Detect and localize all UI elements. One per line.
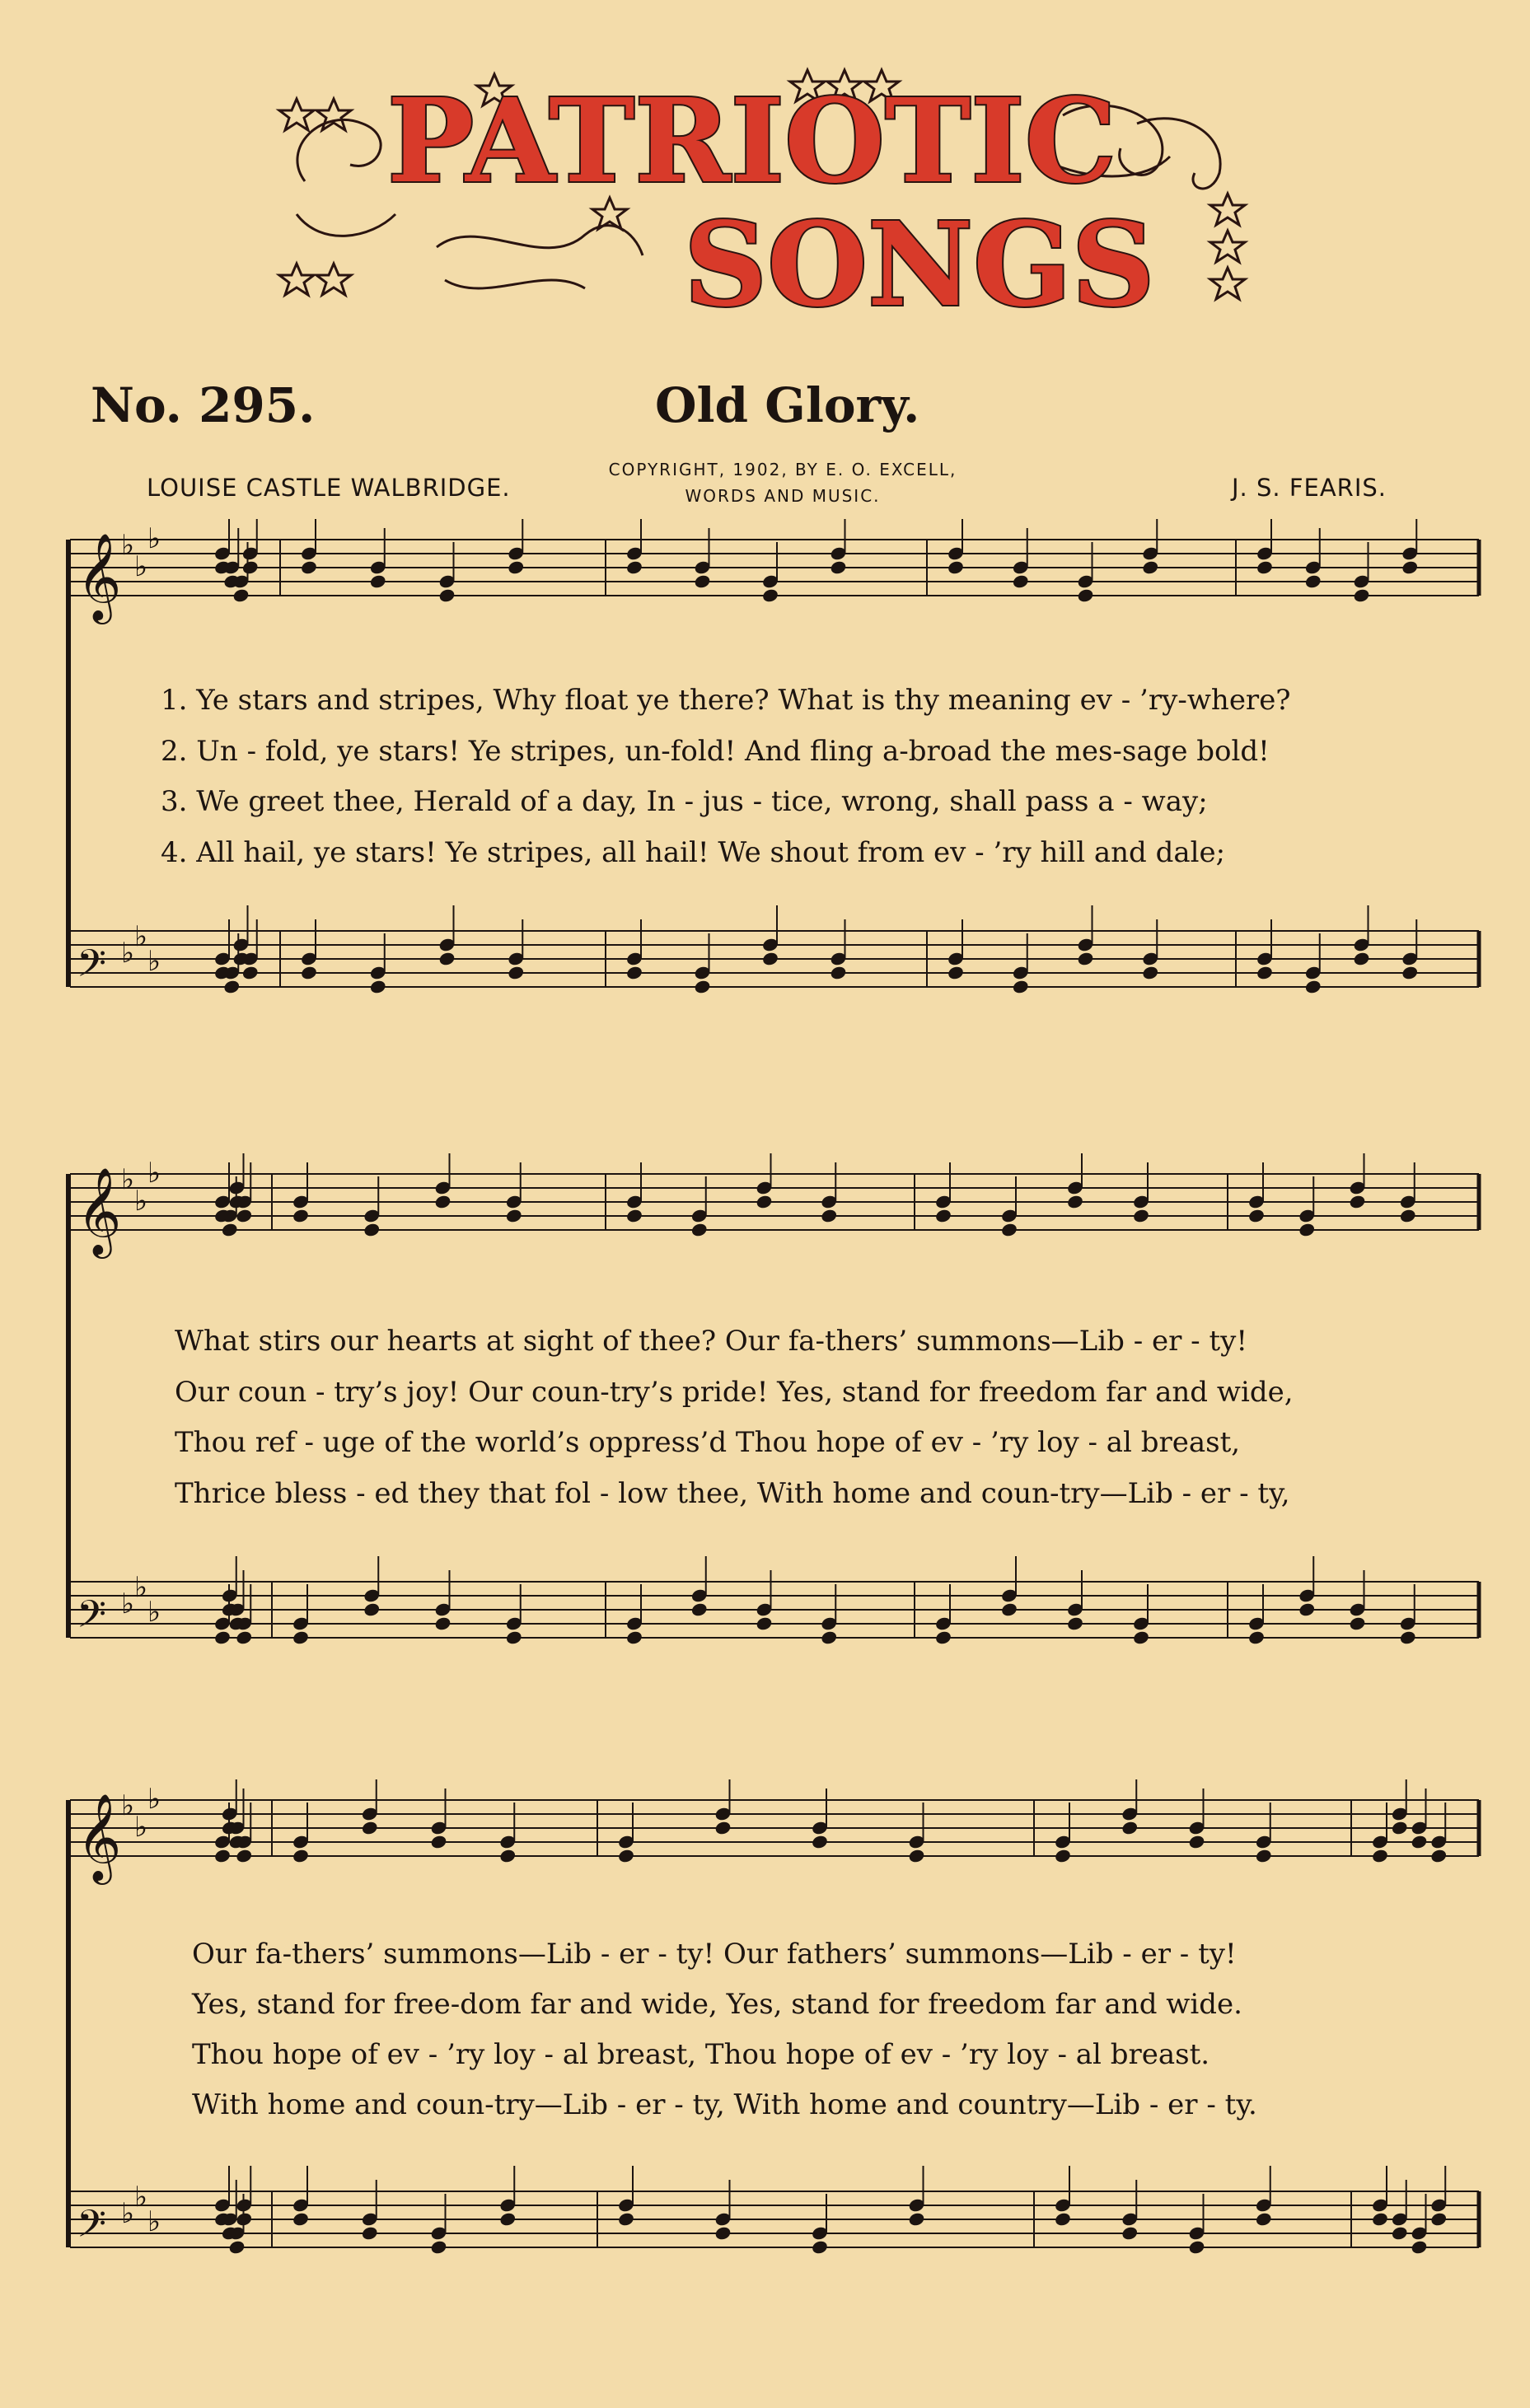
note-head bbox=[1298, 1222, 1316, 1237]
note-head bbox=[1054, 2211, 1072, 2227]
flat-icon: ♭ bbox=[134, 550, 148, 583]
note-head bbox=[1066, 1194, 1084, 1209]
song-number: No. 295. bbox=[91, 377, 316, 433]
note-head bbox=[241, 559, 260, 575]
note-head bbox=[505, 1208, 523, 1223]
note-head bbox=[1141, 965, 1159, 980]
note-head bbox=[1399, 1629, 1417, 1645]
lyric-verse-3: Thou hope of ev - ’ry loy - al breast, Thou hope of ev - ’ry loy - al breast. bbox=[192, 2038, 1210, 2071]
note-head bbox=[235, 1629, 253, 1645]
note-head bbox=[1066, 1615, 1084, 1631]
note-head bbox=[1411, 2239, 1429, 2255]
note-head bbox=[1429, 1848, 1448, 1863]
note-head bbox=[625, 965, 643, 980]
note-head bbox=[369, 979, 387, 994]
note-head bbox=[1141, 559, 1159, 575]
lyric-verse-3: 3. We greet thee, Herald of a day, In - jus - tice, wrong, shall pass a - way; bbox=[161, 785, 1208, 818]
note-head bbox=[690, 1222, 709, 1237]
note-head bbox=[1255, 1848, 1273, 1863]
note-head bbox=[241, 965, 260, 980]
note-head bbox=[1012, 979, 1030, 994]
note-head bbox=[1188, 1834, 1206, 1849]
note-head bbox=[221, 1222, 239, 1237]
note-head bbox=[434, 1615, 452, 1631]
flat-icon: ♭ bbox=[134, 1185, 148, 1218]
note-head bbox=[228, 2239, 246, 2255]
music-notation bbox=[0, 519, 1530, 1030]
note-head bbox=[625, 1208, 643, 1223]
note-head bbox=[1349, 1615, 1367, 1631]
lyric-verse-1: Our fa-thers’ summons—Lib - er - ty! Our fathers’ summons—Lib - er - ty! bbox=[192, 1938, 1237, 1971]
note-head bbox=[1247, 1629, 1266, 1645]
note-head bbox=[292, 2211, 310, 2227]
music-system-2 bbox=[0, 1153, 1530, 1681]
note-head bbox=[761, 951, 779, 966]
note-head bbox=[1255, 2211, 1273, 2227]
flat-icon: ♭ bbox=[121, 529, 135, 562]
flat-icon: ♭ bbox=[147, 522, 161, 555]
note-head bbox=[1298, 1601, 1316, 1617]
note-head bbox=[947, 559, 965, 575]
flat-icon: ♭ bbox=[147, 1596, 161, 1629]
note-head bbox=[908, 2211, 926, 2227]
note-head bbox=[292, 1848, 310, 1863]
note-head bbox=[498, 2211, 517, 2227]
banner-word-songs: SONGS bbox=[684, 198, 1155, 333]
note-head bbox=[235, 1848, 253, 1863]
flat-icon: ♭ bbox=[147, 2205, 161, 2238]
note-head bbox=[714, 1820, 732, 1835]
note-head bbox=[363, 1601, 381, 1617]
lyric-verse-1: 1. Ye stars and stripes, Why float ye there? What is thy meaning ev - ’ry-where? bbox=[161, 684, 1291, 717]
note-head bbox=[430, 1834, 448, 1849]
note-head bbox=[617, 1848, 635, 1863]
lyric-verse-4: With home and coun-try—Lib - er - ty, With home and country—Lib - er - ty. bbox=[192, 2088, 1257, 2121]
flat-icon: ♭ bbox=[147, 945, 161, 978]
note-head bbox=[617, 2211, 635, 2227]
note-head bbox=[1391, 2225, 1409, 2241]
note-head bbox=[934, 1208, 952, 1223]
note-head bbox=[1429, 2211, 1448, 2227]
note-head bbox=[1132, 1629, 1150, 1645]
note-head bbox=[438, 951, 456, 966]
note-head bbox=[361, 1820, 379, 1835]
note-head bbox=[507, 559, 525, 575]
note-head bbox=[505, 1629, 523, 1645]
flat-icon: ♭ bbox=[134, 920, 148, 953]
note-head bbox=[1132, 1208, 1150, 1223]
note-head bbox=[232, 587, 250, 603]
note-head bbox=[1353, 951, 1371, 966]
note-head bbox=[1012, 573, 1030, 589]
note-head bbox=[300, 965, 318, 980]
note-head bbox=[625, 1629, 643, 1645]
note-head bbox=[761, 587, 779, 603]
note-head bbox=[756, 1194, 774, 1209]
note-head bbox=[1000, 1601, 1018, 1617]
composer-credit: J. S. FEARIS. bbox=[1232, 474, 1387, 502]
lyric-verse-3: Thou ref - uge of the world’s oppress’d Thou hope of ev - ’ry loy - al breast, bbox=[175, 1426, 1241, 1459]
note-head bbox=[1371, 2211, 1389, 2227]
note-head bbox=[434, 1194, 452, 1209]
music-system-1 bbox=[0, 519, 1530, 1030]
flat-icon: ♭ bbox=[121, 1587, 135, 1620]
note-head bbox=[363, 1222, 381, 1237]
patriotic-songs-banner bbox=[272, 58, 1277, 338]
note-head bbox=[361, 2225, 379, 2241]
note-head bbox=[213, 1629, 232, 1645]
note-head bbox=[934, 1629, 952, 1645]
note-head bbox=[1188, 2239, 1206, 2255]
flat-icon: ♭ bbox=[121, 1789, 135, 1822]
note-head bbox=[694, 979, 712, 994]
note-head bbox=[625, 559, 643, 575]
treble-clef-icon: 𝄞 bbox=[77, 1793, 122, 1881]
copyright-notice bbox=[568, 456, 997, 509]
note-head bbox=[820, 1629, 838, 1645]
flat-icon: ♭ bbox=[134, 1571, 148, 1604]
copyright-line: WORDS AND MUSIC. bbox=[685, 486, 881, 506]
song-title: Old Glory. bbox=[655, 377, 920, 433]
copyright-line: COPYRIGHT, 1902, BY E. O. EXCELL, bbox=[608, 460, 957, 479]
note-head bbox=[908, 1848, 926, 1863]
note-head bbox=[1391, 1820, 1409, 1835]
bass-clef-icon: 𝄢 bbox=[77, 1592, 107, 1646]
flat-icon: ♭ bbox=[121, 2197, 135, 2230]
note-head bbox=[1000, 1222, 1018, 1237]
note-head bbox=[222, 979, 241, 994]
note-head bbox=[235, 1208, 253, 1223]
note-head bbox=[714, 2225, 732, 2241]
note-head bbox=[1304, 573, 1322, 589]
note-head bbox=[690, 1601, 709, 1617]
note-head bbox=[430, 2239, 448, 2255]
lyric-verse-2: 2. Un - fold, ye stars! Ye stripes, un-fold! And fling a-broad the mes-sage bold! bbox=[161, 735, 1270, 768]
note-head bbox=[1411, 1834, 1429, 1849]
flat-icon: ♭ bbox=[147, 1157, 161, 1190]
note-head bbox=[369, 573, 387, 589]
note-head bbox=[811, 2239, 829, 2255]
note-head bbox=[1349, 1194, 1367, 1209]
note-head bbox=[1401, 559, 1419, 575]
note-head bbox=[1401, 965, 1419, 980]
note-head bbox=[820, 1208, 838, 1223]
music-notation bbox=[0, 1779, 1530, 2290]
note-head bbox=[1399, 1208, 1417, 1223]
flat-icon: ♭ bbox=[121, 937, 135, 970]
note-head bbox=[1304, 979, 1322, 994]
note-head bbox=[1371, 1848, 1389, 1863]
banner-word-patriotic: PATRIOTIC bbox=[387, 74, 1117, 209]
note-head bbox=[1121, 2225, 1139, 2241]
note-head bbox=[292, 1208, 310, 1223]
note-head bbox=[1077, 951, 1095, 966]
note-head bbox=[830, 559, 848, 575]
note-head bbox=[830, 965, 848, 980]
bass-clef-icon: 𝄢 bbox=[77, 942, 107, 995]
note-head bbox=[1353, 587, 1371, 603]
note-head bbox=[498, 1848, 517, 1863]
lyric-verse-4: 4. All hail, ye stars! Ye stripes, all hail! We shout from ev - ’ry hill and dale; bbox=[161, 836, 1226, 869]
flat-icon: ♭ bbox=[134, 2181, 148, 2214]
note-head bbox=[438, 587, 456, 603]
note-head bbox=[947, 965, 965, 980]
note-head bbox=[1256, 965, 1274, 980]
note-head bbox=[1121, 1820, 1139, 1835]
note-head bbox=[292, 1629, 310, 1645]
note-head bbox=[811, 1834, 829, 1849]
music-system-3 bbox=[0, 1779, 1530, 2290]
note-head bbox=[300, 559, 318, 575]
lyric-verse-1: What stirs our hearts at sight of thee? Our fa-thers’ summons—Lib - er - ty! bbox=[175, 1325, 1248, 1358]
note-head bbox=[694, 573, 712, 589]
note-head bbox=[1247, 1208, 1266, 1223]
music-notation bbox=[0, 1153, 1530, 1681]
note-head bbox=[756, 1615, 774, 1631]
note-head bbox=[213, 1848, 232, 1863]
flat-icon: ♭ bbox=[147, 1783, 161, 1816]
lyric-verse-2: Our coun - try’s joy! Our coun-try’s pride! Yes, stand for freedom far and wide, bbox=[175, 1376, 1294, 1409]
lyricist-credit: LOUISE CASTLE WALBRIDGE. bbox=[147, 474, 511, 502]
note-head bbox=[235, 2211, 253, 2227]
note-head bbox=[1256, 559, 1274, 575]
treble-clef-icon: 𝄞 bbox=[77, 1167, 122, 1255]
flat-icon: ♭ bbox=[134, 1811, 148, 1844]
note-head bbox=[1054, 1848, 1072, 1863]
treble-clef-icon: 𝄞 bbox=[77, 532, 122, 620]
banner-graphic bbox=[272, 58, 1277, 338]
note-head bbox=[1077, 587, 1095, 603]
lyric-verse-2: Yes, stand for free-dom far and wide, Yes, stand for freedom far and wide. bbox=[192, 1988, 1242, 2021]
flat-icon: ♭ bbox=[121, 1163, 135, 1196]
note-head bbox=[507, 965, 525, 980]
lyric-verse-4: Thrice bless - ed they that fol - low thee, With home and coun-try—Lib - er - ty, bbox=[175, 1477, 1290, 1510]
bass-clef-icon: 𝄢 bbox=[77, 2202, 107, 2256]
